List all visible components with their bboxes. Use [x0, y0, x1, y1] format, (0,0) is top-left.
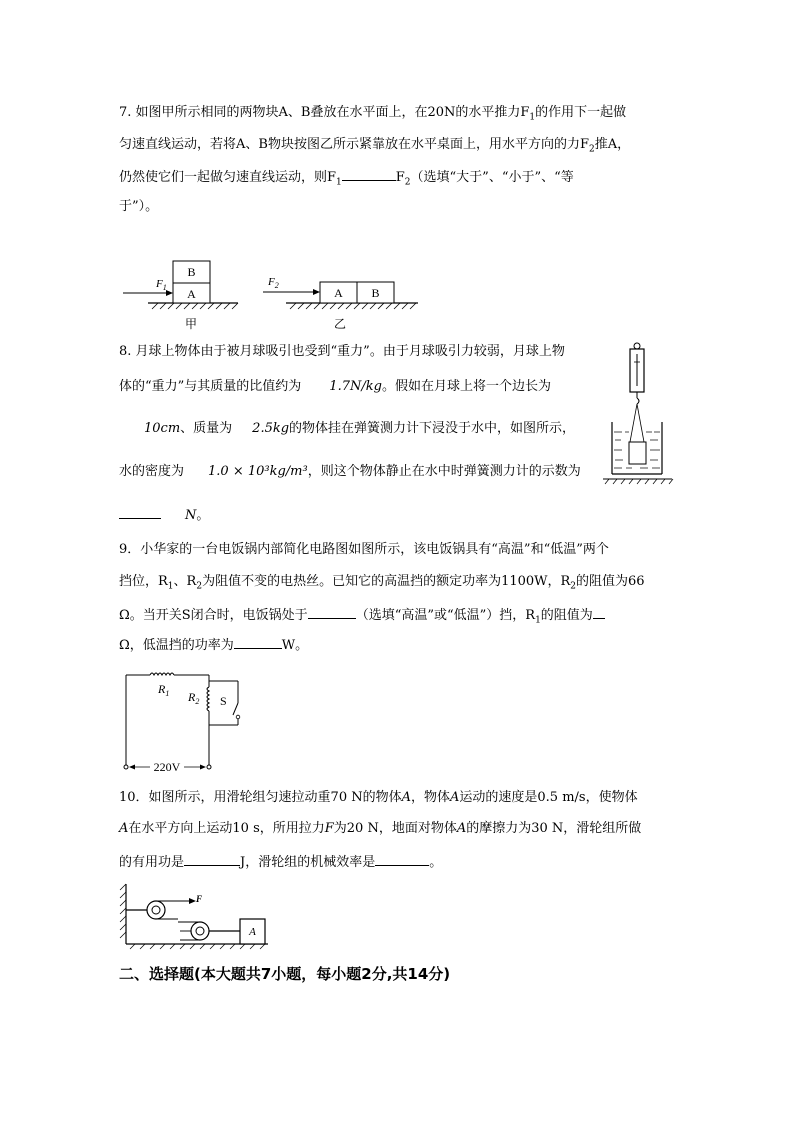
answer-blank[interactable] — [119, 505, 161, 519]
fixed-pulley — [147, 901, 165, 919]
q10-line-2: A在水平方向上运动10 s，所用拉力F为20 N，地面对物体A的摩擦力为30 N，滑轮组所做 — [119, 821, 642, 836]
figure-yi-label: 乙 — [333, 317, 347, 331]
r2-label: $R_2$ — [188, 690, 200, 706]
force-f1-label: $F_1$ — [156, 278, 167, 292]
section-2-heading: 二、选择题(本大题共7小题，每小题2分,共14分) — [119, 965, 451, 983]
answer-blank[interactable] — [234, 635, 282, 649]
switch-label: S — [220, 694, 227, 708]
switch-s — [233, 703, 238, 715]
q9-line-1: 9．小华家的一台电饭锅内部简化电路图如图所示，该电饭锅具有“高温”和“低温”两个 — [119, 542, 609, 557]
q9-line-2: 挡位，$R_1$、$R_2$为阻值不变的电热丝。已知它的高温挡的额定功率为1100W，$R_2$的阻值为66 — [119, 574, 645, 592]
figure-jia-label: 甲 — [184, 317, 198, 331]
answer-blank[interactable] — [184, 852, 240, 866]
q10-pulley-figure — [118, 880, 273, 950]
block-a-side-label: A — [334, 286, 343, 300]
answer-blank[interactable] — [308, 605, 356, 619]
force-f2-label: $F_2$ — [268, 276, 279, 290]
r1-label: $R_1$ — [158, 682, 170, 698]
q10-line-1: 10．如图所示，用滑轮组匀速拉动重70 N的物体A，物体A运动的速度是0.5 m/s，使物体 — [119, 790, 638, 805]
q7-line-1: 7. 如图甲所示相同的两物块A、B叠放在水平面上，在20N的水平推力$F_1$的作用下一起做 — [119, 105, 627, 123]
submerged-block — [629, 442, 646, 464]
movable-pulley — [191, 922, 209, 940]
q8-line-1: 8. 月球上物体由于被月球吸引也受到“重力”。由于月球吸引力较弱，月球上物 — [119, 344, 565, 359]
q9-circuit — [118, 665, 253, 777]
q8-figure — [600, 342, 675, 484]
q9-line-3: Ω。当开关S闭合时，电饭锅处于 （选填“高温”或“低温”）挡，$R_1$的阻值为 — [119, 605, 605, 625]
q10-line-3: 的有用功是 J，滑轮组的机械效率是 。 — [119, 852, 442, 872]
q8-line-4: 水的密度为 1.0 × 10³kg/m³，则这个物体静止在水中时弹簧测力计的示数为 — [119, 464, 581, 479]
q8-line-3: 10cm、质量为 2.5kg的物体挂在弹簧测力计下浸没于水中，如图所示， — [144, 421, 576, 436]
q8-line-2: 体的“重力”与其质量的比值约为 1.7N/kg。假如在月球上将一个边长为 — [119, 379, 551, 394]
block-a-label: A — [249, 926, 256, 938]
block-b-side-label: B — [371, 286, 380, 300]
answer-blank[interactable] — [375, 852, 429, 866]
q8-line-5: N。 — [119, 505, 209, 525]
q7-figure — [118, 255, 428, 335]
q7-line-4: 于”）。 — [119, 199, 159, 214]
voltage-label: 220V — [153, 760, 181, 774]
force-f-label: F — [196, 894, 203, 904]
answer-blank[interactable] — [593, 605, 605, 619]
q9-line-4: Ω，低温挡的功率为 W。 — [119, 635, 308, 655]
q7-line-3: 仍然使它们一起做匀速直线运动，则$F_1$ $F_2$（选填“大于”、“小于”、“等 — [119, 167, 574, 187]
block-b-label: B — [187, 265, 196, 279]
q7-line-2: 匀速直线运动，若将A、B物块按图乙所示紧靠放在水平桌面上，用水平方向的力$F_2$推A， — [119, 137, 631, 155]
block-a-label: A — [187, 287, 196, 301]
answer-blank[interactable] — [342, 167, 396, 181]
